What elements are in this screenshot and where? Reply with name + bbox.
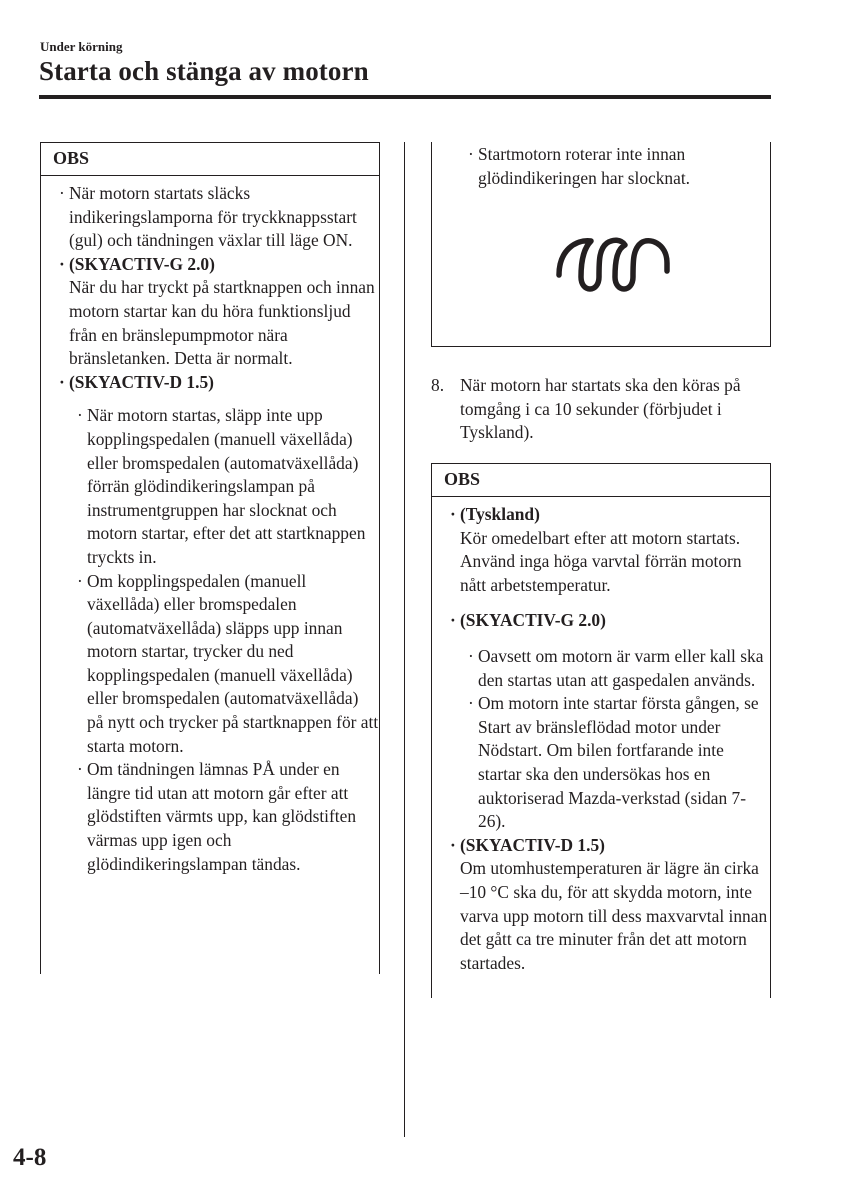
- paragraph-text: Om utomhustemperaturen är lägre än cirka –10 °C ska du, för att skydda motorn, inte varva upp motorn till dess maxvarvtal innan det gått ca tre minuter från det att motorn startades.: [460, 858, 768, 973]
- page-title: Starta och stänga av motorn: [39, 56, 369, 86]
- step-number: 8.: [431, 375, 445, 395]
- paragraph-text: Kör omedelbart efter att motorn startats. Använd inga höga varvtal förrän motorn nått arbetstemperatur.: [460, 527, 742, 595]
- sub-list-item-text: Oavsett om motorn är varm eller kall ska den startas utan att gaspedalen används.: [478, 645, 764, 690]
- step-text: När motorn har startats ska den köras på tomgång i ca 10 sekunder (förbjudet i Tyskland).: [460, 375, 741, 443]
- left-obs-heading: OBS: [41, 142, 379, 176]
- list-item: · (SKYACTIV-G 2.0): [59, 253, 215, 274]
- paragraph-text: När du har tryckt på startknappen och innan motorn startar kan du höra funktionsljud från en bränslepumpmotor nära bränsletanken. Detta är normalt.: [69, 277, 375, 369]
- list-item-text: (SKYACTIV-D 1.5): [69, 371, 214, 392]
- right-obs-body: [432, 497, 770, 975]
- list-item-text: (SKYACTIV-G 2.0): [460, 610, 606, 631]
- list-item-text: (SKYACTIV-D 1.5): [460, 834, 605, 855]
- sub-list-item: · Om motorn inte startar första gången, se Start av bränsleflödad motor under Nödstart. Om bilen fortfarande inte startar ska den undersökas hos en auktoriserad Mazda-verkstad (sidan 7-26).: [468, 693, 759, 832]
- sub-list-item: · Startmotorn roterar inte innan glödindikeringen har slocknat.: [468, 144, 691, 188]
- sub-list-item: · Om tändningen lämnas PÅ under en längre tid utan att motorn går efter att glödstiften värmts upp, kan glödstiften värmas upp igen och glödindikeringslampan tändas.: [77, 759, 357, 874]
- paragraph: [41, 276, 379, 370]
- left-obs-body: [41, 176, 379, 876]
- list-item: · (SKYACTIV-D 1.5): [59, 371, 214, 392]
- list-item: · När motorn startats släcks indikeringslamporna för tryckknappsstart (gul) och tändningen växlar till läge ON.: [59, 183, 357, 251]
- sub-list-item-text: Startmotorn roterar inte innan glödindikeringen har slocknat.: [478, 144, 691, 188]
- sub-list-item: · Om kopplingspedalen (manuell växellåda) eller bromspedalen (automatväxellåda) släpps upp innan motorn startar, trycker du ned kopplingspedalen (manuell växellåda) eller bromspedalen (automatväxellåda) på nytt och trycker på startknappen för att starta motorn.: [77, 570, 379, 756]
- list-item: · (Tyskland): [450, 504, 540, 524]
- list-item: · (SKYACTIV-G 2.0): [450, 610, 606, 631]
- sub-list-item-text: Om kopplingspedalen (manuell växellåda) eller bromspedalen (automatväxellåda) släpps upp innan motorn startar, trycker du ned kopplingspedalen (manuell växellåda) eller bromspedalen (automatväxellåda) på nytt och trycker på startknappen för att starta motorn.: [87, 570, 379, 756]
- section-label: Under körning: [40, 39, 123, 54]
- sub-list-item: · När motorn startas, släpp inte upp kopplingspedalen (manuell växellåda) eller bromspedalen (automatväxellåda) förrän glödindikeringslampan på instrumentgruppen har slocknat och motorn startar, efter det att startknappen tryckts in.: [77, 405, 366, 567]
- paragraph: [432, 527, 770, 598]
- list-item: · (SKYACTIV-D 1.5): [450, 834, 605, 855]
- list-item-text: När motorn startats släcks indikeringslamporna för tryckknappsstart (gul) och tändningen växlar till läge ON.: [69, 183, 357, 251]
- sub-list-item-text: När motorn startas, släpp inte upp kopplingspedalen (manuell växellåda) eller bromspedalen (automatväxellåda) förrän glödindikeringslampan på instrumentgruppen har slocknat och motorn startar, efter det att startknappen tryckts in.: [87, 405, 366, 567]
- right-obs-heading: OBS: [432, 463, 770, 497]
- list-item-text: (Tyskland): [460, 504, 540, 524]
- page-number: 4-8: [13, 1144, 47, 1171]
- list-item-text: (SKYACTIV-G 2.0): [69, 253, 215, 274]
- paragraph: [432, 857, 770, 975]
- step-8: [431, 374, 776, 445]
- column-divider: [404, 142, 405, 1137]
- sub-list-item-text: Om tändningen lämnas PÅ under en längre tid utan att motorn går efter att glödstiften värmts upp, kan glödstiften värmas upp igen och glödindikeringslampan tändas.: [87, 759, 357, 874]
- sub-list-item-text: Om motorn inte startar första gången, se Start av bränsleflödad motor under Nödstart. Om bilen fortfarande inte startar ska den undersökas hos en auktoriserad Mazda-verkstad (sidan 7-26).: [478, 693, 759, 832]
- sub-list-item: · Oavsett om motorn är varm eller kall ska den startas utan att gaspedalen används.: [468, 645, 764, 690]
- glow-plug-indicator-icon: [555, 233, 671, 303]
- title-rule: [39, 95, 771, 99]
- right-obs-box: [431, 463, 771, 998]
- left-obs-box: [40, 142, 380, 974]
